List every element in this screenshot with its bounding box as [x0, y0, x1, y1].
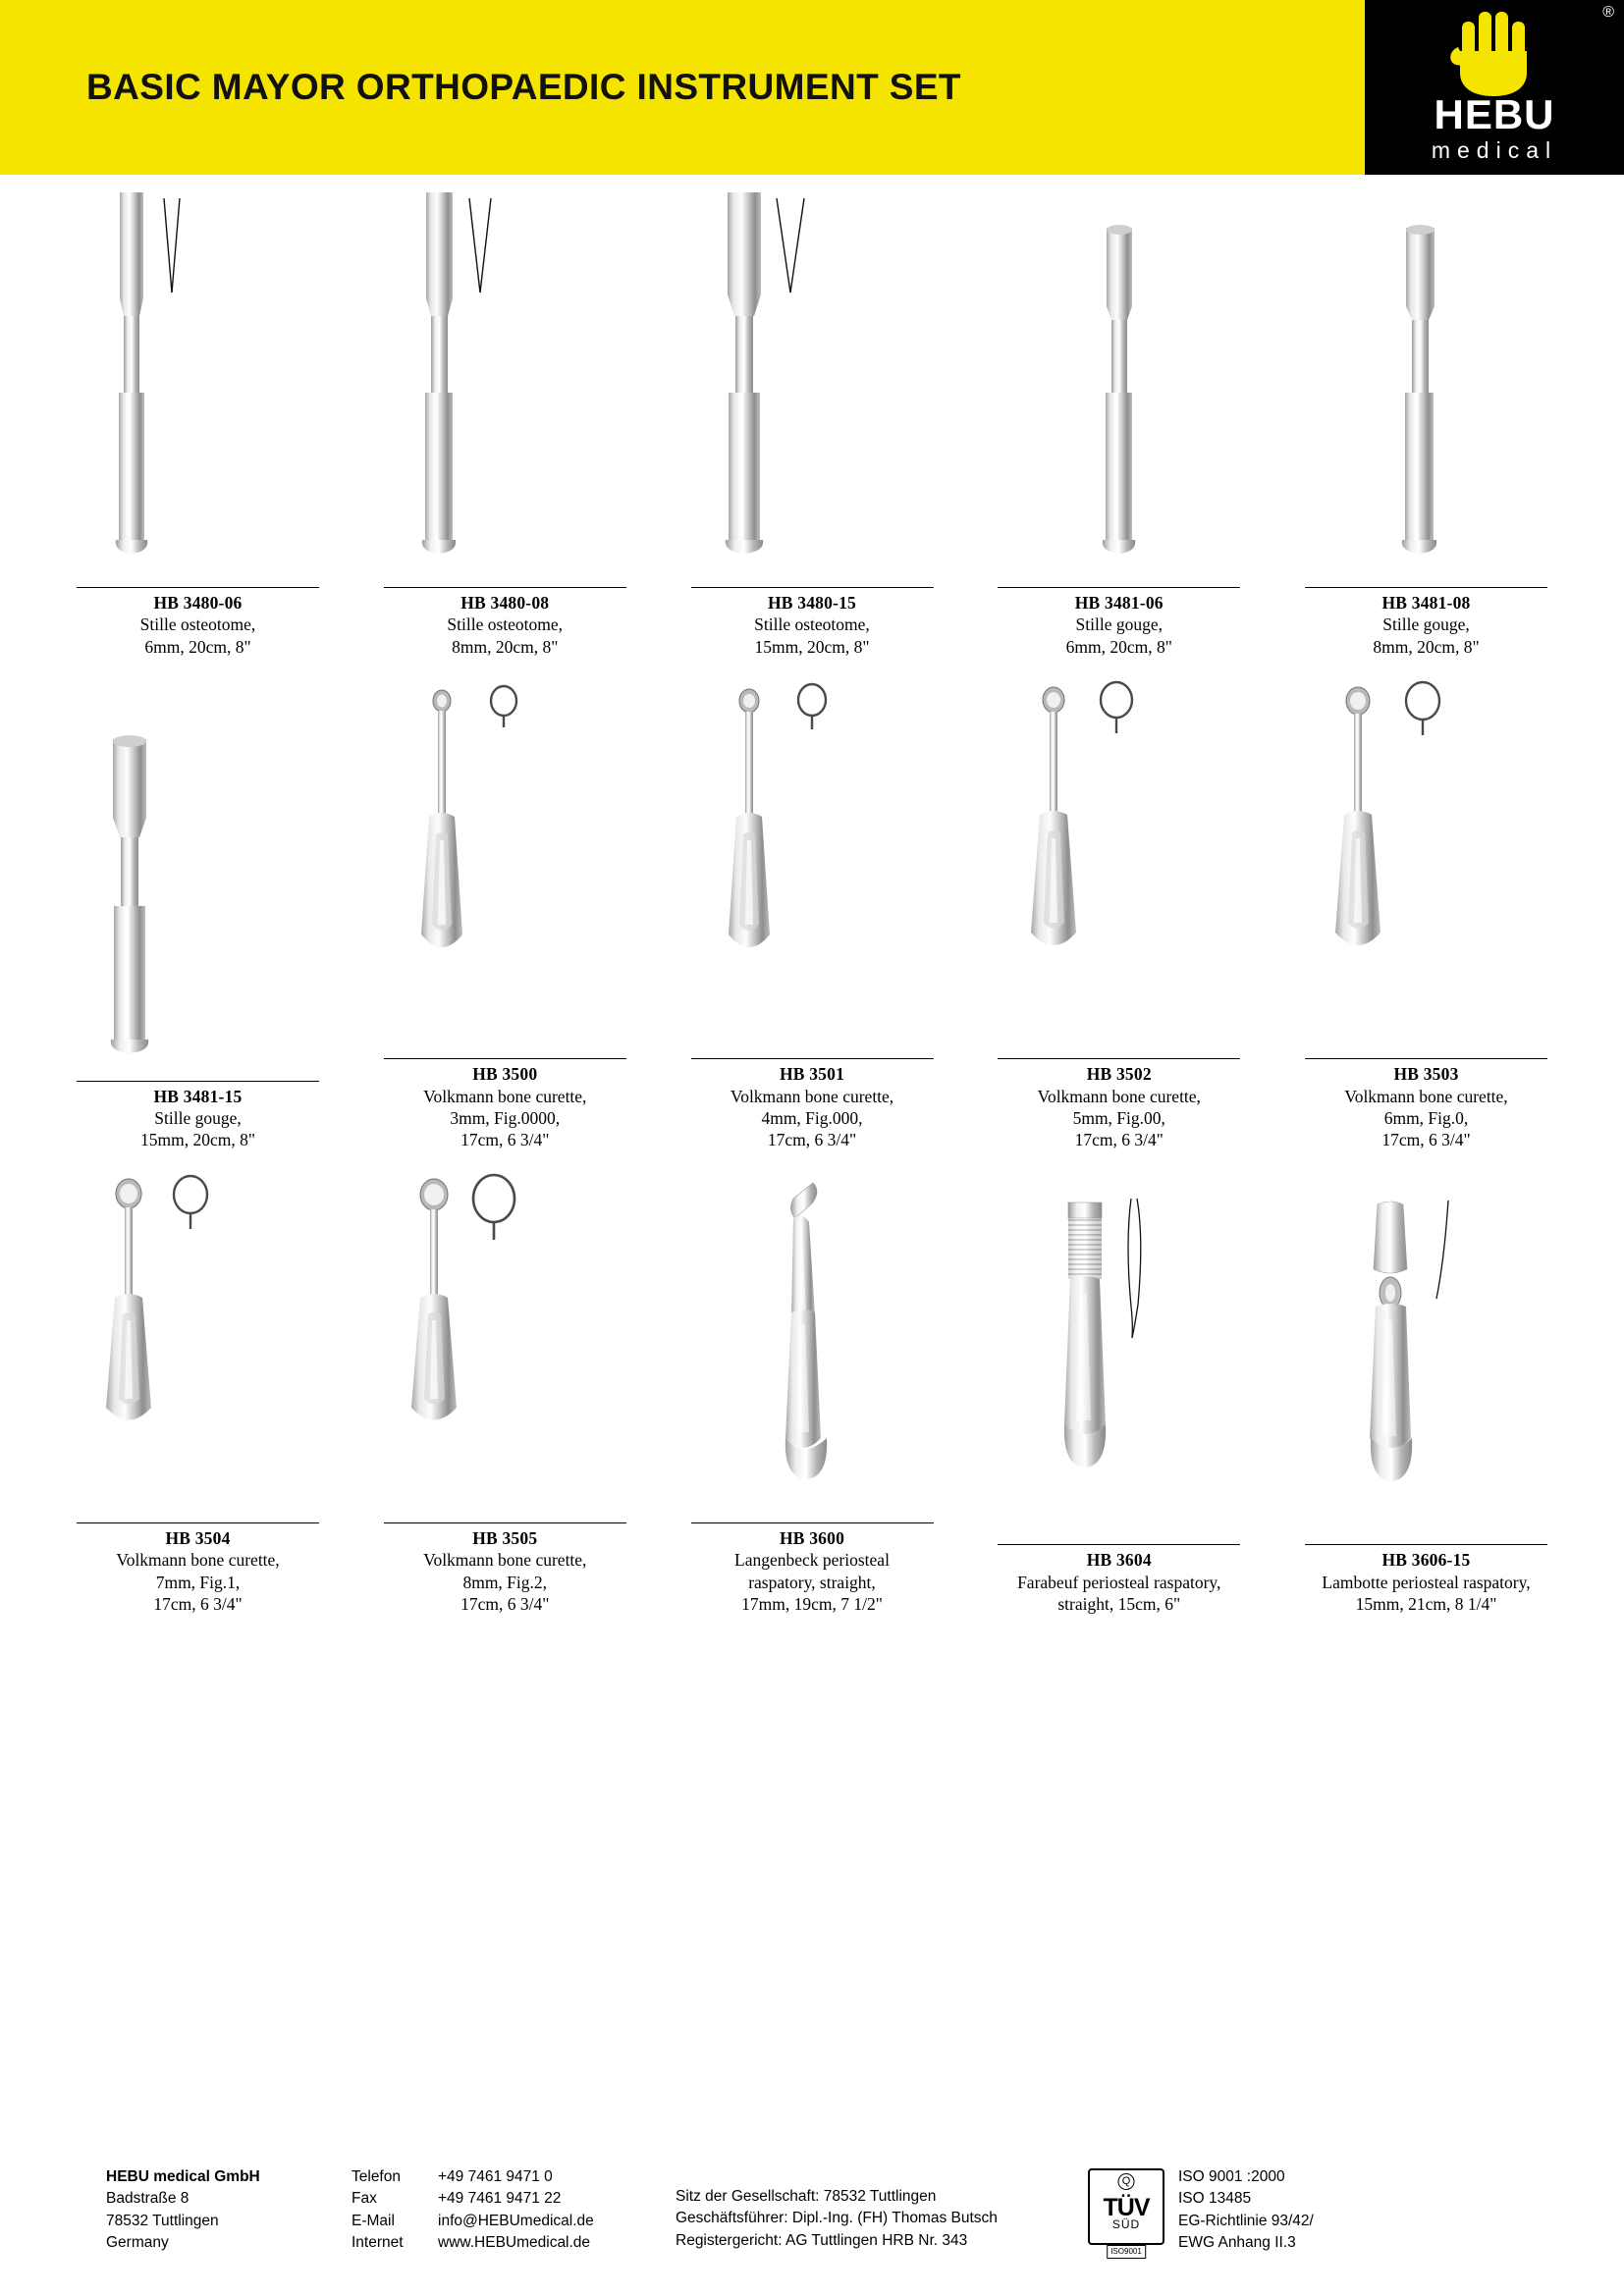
product-caption — [1305, 1058, 1547, 1151]
product-code: HB 3606-15 — [1381, 1550, 1471, 1571]
product-code: HB 3505 — [472, 1527, 538, 1548]
tuv-name: TÜV — [1103, 2194, 1150, 2221]
product-code: HB 3503 — [1393, 1064, 1459, 1085]
hand-icon — [1442, 8, 1546, 103]
product-caption — [998, 587, 1240, 658]
product-row — [59, 188, 1565, 658]
email-link[interactable]: info@HEBUmedical.de — [438, 2212, 594, 2229]
brand-tagline: medical — [1431, 137, 1558, 163]
product-desc-line: raspatory, straight, — [748, 1572, 876, 1592]
product-desc-line: 17cm, 6 3/4" — [153, 1593, 243, 1614]
product-cell[interactable] — [59, 188, 337, 658]
product-cell[interactable] — [674, 679, 951, 1151]
company-name: HEBU medical GmbH — [106, 2168, 260, 2185]
product-desc-line: 15mm, 20cm, 8" — [140, 1130, 255, 1150]
product-desc-line: 17cm, 6 3/4" — [460, 1130, 550, 1150]
product-illustration — [366, 188, 644, 581]
product-row — [59, 1173, 1565, 1616]
product-code: HB 3504 — [165, 1527, 231, 1548]
product-desc-line: Volkmann bone curette, — [1037, 1086, 1201, 1106]
product-illustration — [674, 188, 951, 581]
contact-label: E-Mail — [352, 2212, 395, 2229]
product-desc-line: 17mm, 19cm, 7 1/2" — [741, 1593, 883, 1614]
product-illustration — [59, 188, 337, 581]
product-illustration — [1287, 188, 1565, 581]
legal-line: Registergericht: AG Tuttlingen HRB Nr. 343 — [676, 2231, 968, 2249]
product-desc-line: 3mm, Fig.0000, — [450, 1107, 561, 1128]
product-desc-line: 17cm, 6 3/4" — [767, 1130, 857, 1150]
product-desc-line: Volkmann bone curette, — [730, 1086, 894, 1106]
contact-value: +49 7461 9471 0 — [438, 2168, 553, 2185]
product-cell[interactable] — [366, 1173, 644, 1616]
product-desc-line: Langenbeck periosteal — [734, 1550, 890, 1571]
footer-legal — [676, 2166, 1088, 2255]
legal-line: Geschäftsführer: Dipl.-Ing. (FH) Thomas Butsch — [676, 2210, 998, 2227]
product-cell[interactable] — [59, 1173, 337, 1616]
product-illustration — [980, 679, 1258, 1052]
product-desc-line: 8mm, 20cm, 8" — [1373, 636, 1480, 657]
certificate-line: EWG Anhang II.3 — [1178, 2234, 1296, 2252]
product-caption — [998, 1544, 1240, 1615]
certificate-line: ISO 9001 :2000 — [1178, 2168, 1285, 2185]
brand-name: HEBU — [1434, 91, 1555, 137]
certificate-line: EG-Richtlinie 93/42/ — [1178, 2212, 1314, 2229]
product-illustration — [366, 1173, 644, 1517]
product-cell[interactable] — [980, 188, 1258, 658]
product-code: HB 3480-08 — [460, 593, 550, 613]
product-code: HB 3502 — [1086, 1064, 1152, 1085]
certificate-line: ISO 13485 — [1178, 2190, 1252, 2208]
product-desc-line: 6mm, 20cm, 8" — [144, 636, 251, 657]
product-illustration — [980, 188, 1258, 581]
product-illustration — [1287, 679, 1565, 1052]
product-desc-line: Farabeuf periosteal raspatory, — [1017, 1572, 1221, 1592]
product-cell[interactable] — [674, 188, 951, 658]
product-code: HB 3600 — [779, 1527, 845, 1548]
product-desc-line: Stille osteotome, — [447, 614, 564, 635]
product-code: HB 3481-06 — [1074, 593, 1164, 613]
product-row — [59, 679, 1565, 1151]
product-desc-line: Volkmann bone curette, — [423, 1550, 587, 1571]
product-desc-line: 17cm, 6 3/4" — [1381, 1130, 1471, 1150]
product-code: HB 3480-15 — [768, 593, 856, 613]
product-desc-line: 8mm, 20cm, 8" — [452, 636, 559, 657]
product-desc-line: Volkmann bone curette, — [1344, 1086, 1508, 1106]
page-header — [0, 0, 1624, 175]
product-caption — [77, 1081, 319, 1151]
contact-row — [352, 2188, 676, 2210]
product-cell[interactable] — [366, 679, 644, 1151]
product-caption — [1305, 1544, 1547, 1615]
product-desc-line: 17cm, 6 3/4" — [1074, 1130, 1164, 1150]
product-caption — [384, 587, 626, 658]
brand-logo — [1365, 0, 1624, 175]
product-code: HB 3481-08 — [1381, 593, 1471, 613]
tuv-quality-mark: Q — [1118, 2173, 1135, 2190]
product-illustration — [674, 1173, 951, 1517]
product-desc-line: Stille gouge, — [1075, 614, 1163, 635]
product-caption — [691, 587, 934, 658]
contact-value: +49 7461 9471 22 — [438, 2190, 562, 2208]
product-desc-line: Stille gouge, — [1382, 614, 1470, 635]
product-illustration — [59, 1173, 337, 1517]
contact-label: Telefon — [352, 2168, 401, 2185]
product-cell[interactable] — [1287, 679, 1565, 1151]
tuv-sub: SÜD — [1111, 2217, 1141, 2231]
footer-certification — [1088, 2166, 1451, 2255]
product-desc-line: 5mm, Fig.00, — [1072, 1107, 1165, 1128]
product-code: HB 3480-06 — [153, 593, 243, 613]
product-desc-line: 15mm, 20cm, 8" — [754, 636, 870, 657]
product-code: HB 3604 — [1086, 1550, 1152, 1571]
product-caption — [691, 1058, 934, 1151]
certificate-list — [1178, 2166, 1314, 2255]
tuv-sud-logo — [1088, 2168, 1164, 2257]
product-desc-line: 4mm, Fig.000, — [761, 1107, 863, 1128]
contact-row[interactable] — [352, 2232, 676, 2254]
product-illustration — [59, 702, 337, 1075]
product-caption — [691, 1522, 934, 1616]
product-illustration — [980, 1195, 1258, 1538]
contact-label: Fax — [352, 2190, 377, 2208]
product-desc-line: 8mm, Fig.2, — [462, 1572, 548, 1592]
contact-row — [352, 2166, 676, 2188]
contact-label: Internet — [352, 2234, 404, 2252]
product-desc-line: 17cm, 6 3/4" — [460, 1593, 550, 1614]
product-code: HB 3500 — [472, 1064, 538, 1085]
product-caption — [998, 1058, 1240, 1151]
product-caption — [1305, 587, 1547, 658]
legal-line: Sitz der Gesellschaft: 78532 Tuttlingen — [676, 2188, 937, 2205]
product-desc-line: 6mm, 20cm, 8" — [1065, 636, 1172, 657]
contact-row[interactable] — [352, 2211, 676, 2232]
product-cell[interactable] — [1287, 188, 1565, 658]
address-line: Germany — [106, 2234, 169, 2252]
product-caption — [384, 1058, 626, 1151]
footer-contact — [352, 2166, 676, 2255]
product-desc-line: 15mm, 21cm, 8 1/4" — [1355, 1593, 1497, 1614]
page-footer — [0, 2149, 1624, 2296]
iso-badge: ISO9001 — [1107, 2245, 1146, 2259]
product-cell[interactable] — [980, 679, 1258, 1151]
product-code: HB 3501 — [779, 1064, 845, 1085]
product-desc-line: Lambotte periosteal raspatory, — [1322, 1572, 1531, 1592]
address-line: 78532 Tuttlingen — [106, 2212, 219, 2229]
product-caption — [384, 1522, 626, 1616]
product-cell[interactable] — [366, 188, 644, 658]
product-desc-line: Stille osteotome, — [754, 614, 870, 635]
product-desc-line: Volkmann bone curette, — [116, 1550, 280, 1571]
product-cell[interactable] — [1287, 1195, 1565, 1615]
product-desc-line: Stille gouge, — [154, 1107, 242, 1128]
footer-address — [106, 2166, 352, 2255]
product-desc-line: Volkmann bone curette, — [423, 1086, 587, 1106]
product-desc-line: 7mm, Fig.1, — [155, 1572, 241, 1592]
product-caption — [77, 1522, 319, 1616]
product-desc-line: 6mm, Fig.0, — [1383, 1107, 1469, 1128]
address-line: Badstraße 8 — [106, 2190, 189, 2208]
product-grid — [0, 175, 1624, 1615]
product-illustration — [366, 679, 644, 1052]
product-cell[interactable] — [59, 702, 337, 1151]
registered-mark-icon: ® — [1602, 4, 1614, 21]
page-title: BASIC MAYOR ORTHOPAEDIC INSTRUMENT SET — [86, 67, 961, 107]
product-code: HB 3481-15 — [153, 1086, 243, 1106]
product-desc-line: straight, 15cm, 6" — [1057, 1593, 1181, 1614]
product-illustration — [674, 679, 951, 1052]
product-cell[interactable] — [674, 1173, 951, 1616]
website-link[interactable]: www.HEBUmedical.de — [438, 2234, 591, 2252]
product-caption — [77, 587, 319, 658]
product-desc-line: Stille osteotome, — [139, 614, 256, 635]
product-illustration — [1287, 1195, 1565, 1538]
product-cell[interactable] — [980, 1195, 1258, 1615]
